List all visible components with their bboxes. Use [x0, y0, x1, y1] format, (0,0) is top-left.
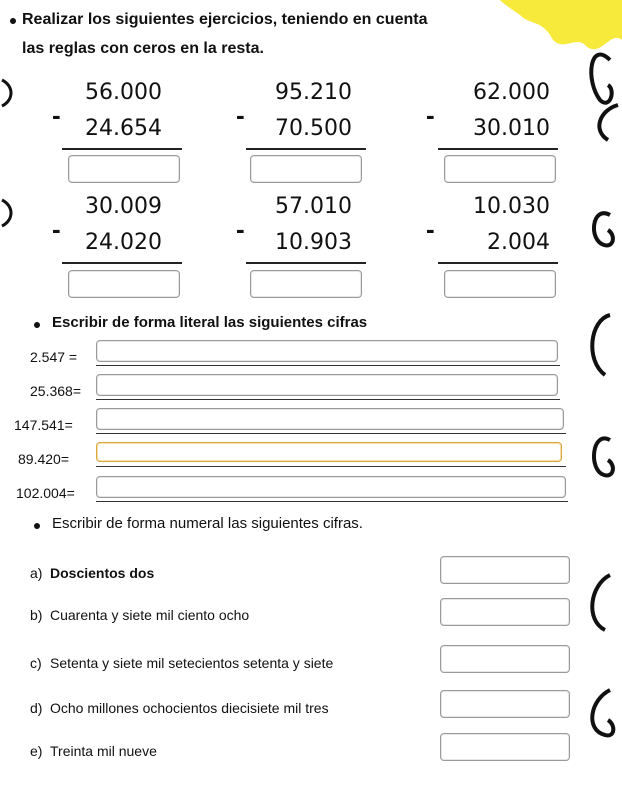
problem-3-rule: [438, 148, 558, 150]
problem-4-top: 30.009: [85, 194, 162, 219]
numeral-letter-a: a): [30, 565, 43, 581]
problem-6-bottom: 2.004: [487, 230, 550, 255]
literal-line-1: [96, 365, 560, 366]
numeral-letter-d: d): [30, 700, 43, 716]
problem-2-top: 95.210: [275, 80, 352, 105]
literal-line-4: [96, 466, 566, 467]
section3-title: Escribir de forma numeral las siguientes cifras.: [52, 515, 363, 532]
literal-label-2: 25.368=: [30, 383, 81, 399]
numeral-letter-e: e): [30, 743, 43, 759]
numeral-answer-d[interactable]: [440, 690, 570, 718]
literal-line-3: [96, 433, 566, 434]
section2-title: Escribir de forma literal las siguientes cifras: [52, 314, 368, 331]
problem-2-bottom: 70.500: [275, 116, 352, 141]
problem-3-bottom: 30.010: [473, 116, 550, 141]
problem-5-answer-box[interactable]: [250, 270, 362, 298]
section1-bullet: [10, 18, 16, 24]
numeral-text-b: Cuarenta y siete mil ciento ocho: [50, 607, 250, 623]
problem-1-top: 56.000: [85, 80, 162, 105]
problem-5-bottom: 10.903: [275, 230, 352, 255]
problem-4-answer-box[interactable]: [68, 270, 180, 298]
problem-4-rule: [62, 262, 182, 264]
literal-answer-4[interactable]: [96, 442, 562, 462]
numeral-text-d: Ocho millones ochocientos diecisiete mil tres: [50, 700, 329, 716]
problem-1-bottom: 24.654: [85, 116, 162, 141]
numeral-answer-a[interactable]: [440, 556, 570, 584]
problem-6-rule: [438, 262, 558, 264]
minus-sign: -: [236, 214, 245, 244]
problem-2-rule: [246, 148, 366, 150]
problem-6-top: 10.030: [473, 194, 550, 219]
problem-3-answer-box[interactable]: [444, 155, 556, 183]
literal-line-2: [96, 399, 560, 400]
section3-bullet: [34, 523, 40, 529]
numeral-letter-c: c): [30, 655, 42, 671]
numeral-answer-c[interactable]: [440, 645, 570, 673]
literal-label-3: 147.541=: [14, 417, 73, 433]
literal-label-1: 2.547 =: [30, 349, 78, 365]
problem-6-answer-box[interactable]: [444, 270, 556, 298]
problem-5-rule: [246, 262, 366, 264]
left-border-curls-decoration: [0, 60, 20, 260]
numeral-answer-b[interactable]: [440, 598, 570, 626]
literal-answer-5[interactable]: [96, 476, 566, 498]
problem-4-bottom: 24.020: [85, 230, 162, 255]
section1-title-line2: las reglas con ceros en la resta.: [22, 40, 264, 57]
numeral-text-e: Treinta mil nueve: [50, 743, 157, 759]
numeral-text-a: Doscientos dos: [50, 565, 155, 581]
minus-sign: -: [52, 214, 61, 244]
problem-1-rule: [62, 148, 182, 150]
section1-title-line1: Realizar los siguientes ejercicios, teniendo en cuenta: [22, 11, 428, 28]
problem-5-top: 57.010: [275, 194, 352, 219]
problem-2-answer-box[interactable]: [250, 155, 362, 183]
literal-label-4: 89.420=: [18, 451, 69, 467]
minus-sign: -: [426, 214, 435, 244]
right-border-curls-decoration: [580, 30, 622, 770]
numeral-text-c: Setenta y siete mil setecientos setenta y siete: [50, 655, 334, 671]
literal-answer-1[interactable]: [96, 340, 558, 362]
minus-sign: -: [236, 100, 245, 130]
problem-1-answer-box[interactable]: [68, 155, 180, 183]
section2-bullet: [34, 322, 40, 328]
numeral-letter-b: b): [30, 607, 43, 623]
literal-label-5: 102.004=: [16, 485, 75, 501]
numeral-answer-e[interactable]: [440, 733, 570, 761]
literal-line-5: [96, 501, 568, 502]
minus-sign: -: [52, 100, 61, 130]
literal-answer-2[interactable]: [96, 374, 558, 396]
literal-answer-3[interactable]: [96, 408, 564, 430]
problem-3-top: 62.000: [473, 80, 550, 105]
minus-sign: -: [426, 100, 435, 130]
